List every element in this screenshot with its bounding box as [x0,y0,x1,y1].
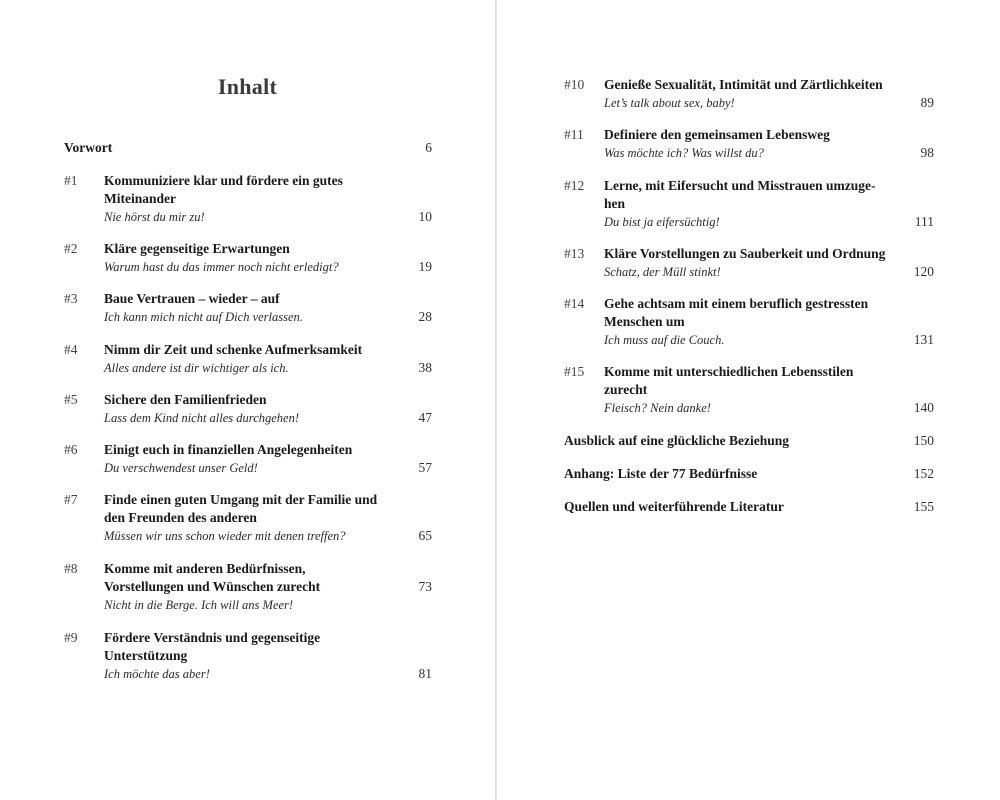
entry-page: 150 [913,433,934,448]
chapter-page: 28 [418,309,432,324]
chapter-title: Einigt euch in finanziellen Angelegenheiten [104,442,353,457]
toc-entry-anhang[interactable] [564,465,934,483]
left-page [0,0,495,800]
toc-entry-chapter-2[interactable] [64,240,432,276]
chapter-page: 38 [418,360,432,375]
chapter-page: 47 [418,410,432,425]
chapter-subtitle: Nie hörst du mir zu! [104,210,205,224]
chapter-subtitle: Ich muss auf die Couch. [604,333,725,347]
chapter-subtitle: Schatz, der Müll stinkt! [604,265,721,279]
toc-entry-chapter-5[interactable] [64,391,432,427]
chapter-number: #12 [564,178,585,193]
toc-entry-chapter-10[interactable] [564,76,934,112]
right-page [497,0,1000,800]
entry-title: Vorwort [64,140,113,155]
entry-title: Quellen und weiterführende Literatur [564,499,784,514]
toc-entry-vorwort[interactable] [64,139,432,157]
chapter-number: #2 [64,241,78,256]
toc-entry-chapter-6[interactable] [64,441,432,477]
chapter-subtitle: Was möchte ich? Was willst du? [604,146,764,160]
chapter-page: 89 [920,95,934,110]
chapter-title: Sichere den Familienfrieden [104,392,267,407]
chapter-subtitle: Ich möchte das aber! [104,667,210,681]
chapter-title: Baue Vertrauen – wieder – auf [104,291,280,306]
chapter-title: Kläre gegenseitige Erwartungen [104,241,290,256]
chapter-page: 81 [418,666,432,681]
toc-entry-chapter-15[interactable] [564,363,934,417]
chapter-page: 65 [418,528,432,543]
chapter-number: #11 [564,127,584,142]
chapter-subtitle: Fleisch? Nein danke! [604,401,711,415]
chapter-number: #15 [564,364,585,379]
chapter-number: #1 [64,173,78,188]
chapter-number: #8 [64,561,78,576]
chapter-title: Finde einen guten Umgang mit der Familie und den Freunden des anderen [104,492,378,525]
chapter-subtitle: Müssen wir uns schon wieder mit denen treffen? [104,529,346,543]
chapter-number: #13 [564,246,585,261]
chapter-subtitle: Du bist ja eifersüchtig! [604,215,720,229]
chapter-page: 131 [913,332,934,347]
chapter-title: Genieße Sexualität, Intimität und Zärtlichkeiten [604,77,883,92]
chapter-page: 10 [418,209,432,224]
chapter-page: 73 [418,579,432,594]
chapter-number: #7 [64,492,78,507]
chapter-number: #9 [64,630,78,645]
toc-entry-chapter-7[interactable] [64,491,432,545]
chapter-page: 120 [913,264,934,279]
toc-entry-chapter-8[interactable] [64,560,432,614]
chapter-title: Kommuniziere klar und fördere ein gutes Miteinander [104,173,343,206]
chapter-number: #14 [564,296,585,311]
chapter-number: #4 [64,342,78,357]
chapter-page: 98 [920,145,934,160]
chapter-subtitle: Let’s talk about sex, baby! [604,96,735,110]
entry-page: 152 [913,466,934,481]
entry-page: 6 [425,140,432,155]
entry-title: Anhang: Liste der 77 Bedürfnisse [564,466,758,481]
toc-entry-chapter-1[interactable] [64,172,432,226]
chapter-title: Fördere Verständnis und gegenseitige Unterstützung [104,630,321,663]
chapter-number: #3 [64,291,78,306]
chapter-title: Definiere den gemeinsamen Lebensweg [604,127,830,142]
chapter-number: #10 [564,77,585,92]
chapter-subtitle: Ich kann mich nicht auf Dich verlassen. [104,310,303,324]
chapter-title: Lerne, mit Eifersucht und Misstrauen umzuge-hen [604,178,876,211]
chapter-page: 19 [418,259,432,274]
chapter-page: 140 [913,400,934,415]
chapter-title: Nimm dir Zeit und schenke Aufmerksamkeit [104,342,363,357]
chapter-page: 57 [418,460,432,475]
toc-entry-chapter-4[interactable] [64,341,432,377]
toc-entry-chapter-14[interactable] [564,295,934,349]
toc-heading: Inhalt [217,74,278,99]
entry-page: 155 [913,499,934,514]
toc-entry-chapter-12[interactable] [564,177,934,231]
entry-title: Ausblick auf eine glückliche Beziehung [564,433,790,448]
chapter-number: #5 [64,392,78,407]
chapter-number: #6 [64,442,78,457]
chapter-title: Komme mit unterschiedlichen Lebensstilen zurecht [604,364,854,397]
chapter-title: Komme mit anderen Bedürfnissen, Vorstellungen und Wünschen zurecht [104,561,321,594]
toc-entry-quellen[interactable] [564,498,934,516]
chapter-subtitle: Lass dem Kind nicht alles durchgehen! [104,411,300,425]
toc-entry-chapter-9[interactable] [64,629,432,683]
toc-entry-chapter-3[interactable] [64,290,432,326]
chapter-subtitle: Du verschwendest unser Geld! [104,461,258,475]
chapter-title: Kläre Vorstellungen zu Sauberkeit und Ordnung [604,246,886,261]
chapter-subtitle: Nicht in die Berge. Ich will ans Meer! [104,598,294,612]
chapter-subtitle: Alles andere ist dir wichtiger als ich. [104,361,289,375]
chapter-page: 111 [914,214,934,229]
toc-entry-ausblick[interactable] [564,432,934,450]
chapter-title: Gehe achtsam mit einem beruflich gestressten Menschen um [604,296,869,329]
toc-entry-chapter-13[interactable] [564,245,934,281]
toc-entry-chapter-11[interactable] [564,126,934,162]
chapter-subtitle: Warum hast du das immer noch nicht erledigt? [104,260,339,274]
